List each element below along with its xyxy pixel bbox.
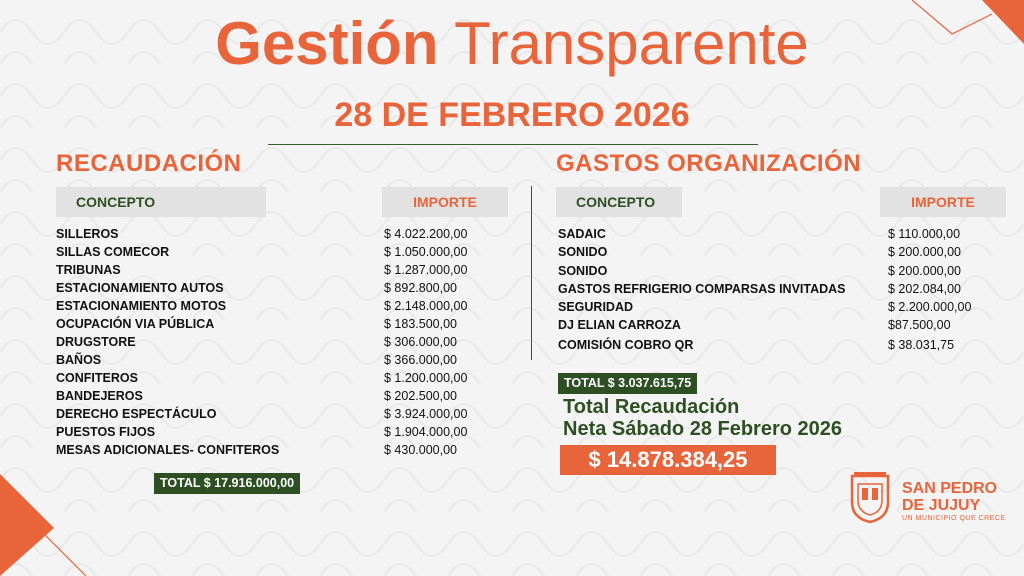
- gastos-row-amount: $87.500,00: [888, 318, 951, 332]
- gastos-row-amount: $ 200.000,00: [888, 245, 961, 259]
- net-label-line1: Total Recaudación: [563, 396, 740, 418]
- recaudacion-row-amount: $ 1.904.000,00: [384, 425, 468, 439]
- gastos-total: TOTAL $ 3.037.615,75: [558, 373, 697, 394]
- recaudacion-row-amount: $ 430.000,00: [384, 443, 457, 457]
- title-bold: Gestión: [215, 10, 439, 77]
- recaudacion-amount-header: IMPORTE: [382, 187, 508, 217]
- gastos-row-amount: $ 200.000,00: [888, 264, 961, 278]
- gastos-row-concept: GASTOS REFRIGERIO COMPARSAS INVITADAS: [558, 282, 846, 296]
- recaudacion-row-concept: TRIBUNAS: [56, 263, 121, 277]
- gastos-amount-header: IMPORTE: [880, 187, 1006, 217]
- gastos-row-amount: $ 38.031,75: [888, 338, 955, 352]
- recaudacion-row-concept: OCUPACIÓN VIA PÚBLICA: [56, 317, 215, 331]
- recaudacion-row-amount: $ 183.500,00: [384, 317, 457, 331]
- net-label-line2: Neta Sábado 28 Febrero 2026: [563, 418, 843, 440]
- logo-line1: SAN PEDRO: [902, 480, 998, 497]
- gastos-row-concept: SONIDO: [558, 245, 608, 259]
- report-date: 28 DE FEBRERO 2026: [334, 96, 690, 134]
- net-amount: $ 14.878.384,25: [560, 445, 776, 475]
- recaudacion-row-amount: $ 1.287.000,00: [384, 263, 468, 277]
- corner-decoration-bottom-left: [0, 470, 90, 576]
- recaudacion-row-concept: BANDEJEROS: [56, 389, 143, 403]
- gastos-row-concept: DJ ELIAN CARROZA: [558, 318, 681, 332]
- divider-horizontal: [268, 144, 758, 145]
- title-light: Transparente: [454, 10, 809, 77]
- recaudacion-row-concept: CONFITEROS: [56, 371, 138, 385]
- recaudacion-row-amount: $ 1.050.000,00: [384, 245, 468, 259]
- recaudacion-concept-header: CONCEPTO: [56, 187, 266, 217]
- recaudacion-row-concept: DRUGSTORE: [56, 335, 136, 349]
- recaudacion-row-concept: SILLAS COMECOR: [56, 245, 170, 259]
- recaudacion-row-concept: ESTACIONAMIENTO AUTOS: [56, 281, 224, 295]
- gastos-row-amount: $ 2.200.000,00: [888, 300, 972, 314]
- recaudacion-row-concept: BAÑOS: [56, 353, 102, 367]
- logo-line2: DE JUJUY: [902, 497, 981, 514]
- recaudacion-row-amount: $ 892.800,00: [384, 281, 457, 295]
- gastos-row-concept: SADAIC: [558, 227, 606, 241]
- recaudacion-row-amount: $ 3.924.000,00: [384, 407, 468, 421]
- recaudacion-row-amount: $ 2.148.000,00: [384, 299, 468, 313]
- gastos-row-concept: SEGURIDAD: [558, 300, 634, 314]
- gastos-row-amount: $ 202.084,00: [888, 282, 961, 296]
- logo-tagline: UN MUNICIPIO QUE CRECE: [902, 515, 1006, 522]
- recaudacion-row-amount: $ 202.500,00: [384, 389, 457, 403]
- page-title: [0, 8, 1024, 80]
- recaudacion-title: RECAUDACIÓN: [56, 150, 242, 177]
- recaudacion-total: TOTAL $ 17.916.000,00: [154, 473, 300, 494]
- gastos-row-amount: $ 110.000,00: [888, 227, 961, 241]
- recaudacion-row-concept: MESAS ADICIONALES- CONFITEROS: [56, 443, 280, 457]
- municipality-shield-icon: [848, 472, 892, 524]
- gastos-concept-header: CONCEPTO: [556, 187, 682, 217]
- gastos-row-concept: COMISIÓN COBRO QR: [558, 338, 694, 352]
- gastos-title: GASTOS ORGANIZACIÓN: [556, 150, 862, 177]
- recaudacion-row-amount: $ 4.022.200,00: [384, 227, 468, 241]
- recaudacion-row-concept: PUESTOS FIJOS: [56, 425, 156, 439]
- recaudacion-row-concept: ESTACIONAMIENTO MOTOS: [56, 299, 227, 313]
- recaudacion-row-concept: SILLEROS: [56, 227, 119, 241]
- divider-vertical: [531, 186, 532, 360]
- recaudacion-row-concept: DERECHO ESPECTÁCULO: [56, 407, 217, 421]
- recaudacion-row-amount: $ 306.000,00: [384, 335, 457, 349]
- recaudacion-row-amount: $ 366.000,00: [384, 353, 457, 367]
- recaudacion-row-amount: $ 1.200.000,00: [384, 371, 468, 385]
- gastos-row-concept: SONIDO: [558, 264, 608, 278]
